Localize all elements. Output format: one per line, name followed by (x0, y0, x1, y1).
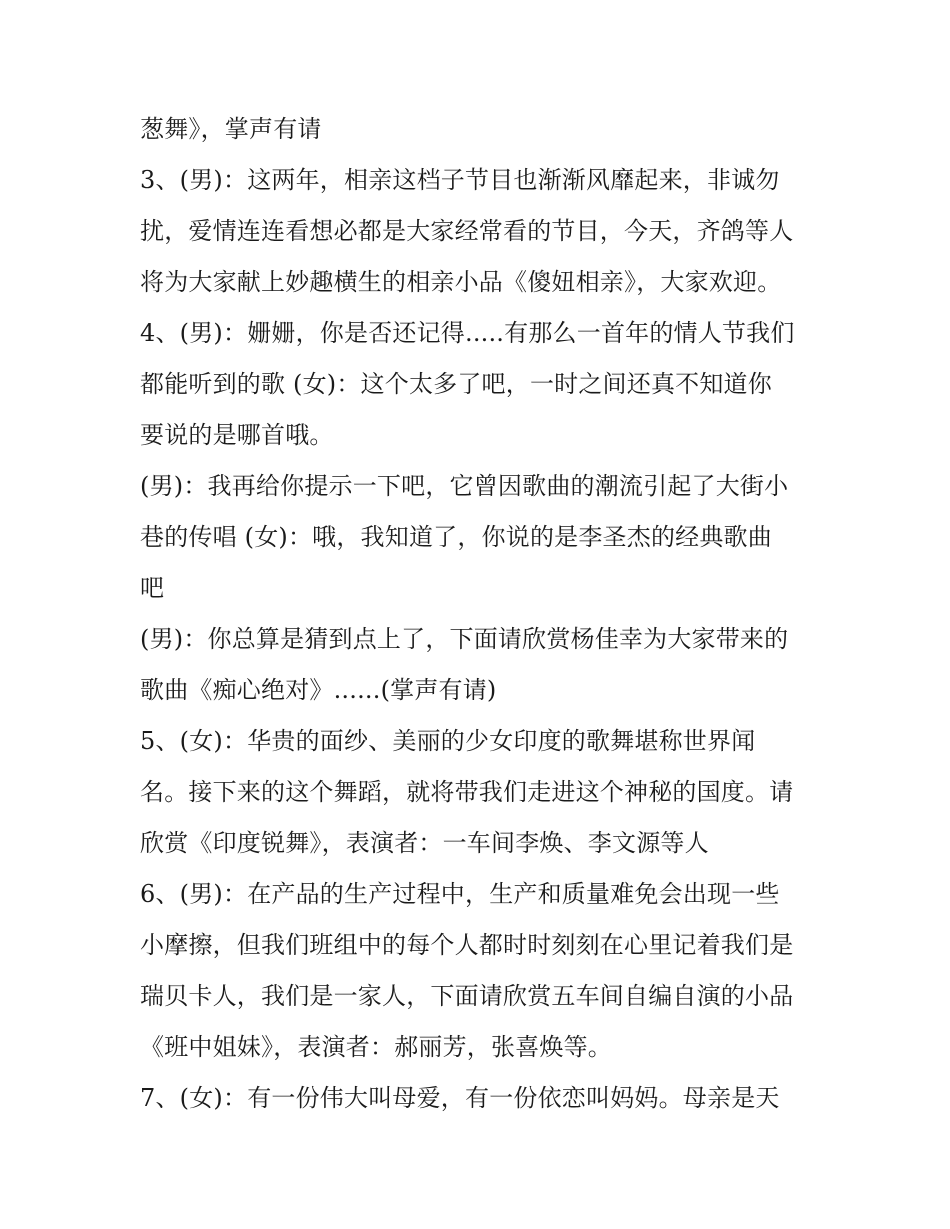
text-line: (男)：我再给你提示一下吧，它曾因歌曲的潮流引起了大街小 (140, 472, 789, 500)
document-body (140, 104, 820, 1124)
text-line: 扰，爱情连连看想必都是大家经常看的节目，今天，齐鸽等人 (140, 217, 794, 245)
text-line: 5、(女)：华贵的面纱、美丽的少女印度的歌舞堪称世界闻 (140, 727, 756, 755)
text-line: 巷的传唱 (女)：哦，我知道了，你说的是李圣杰的经典歌曲 (140, 523, 772, 551)
text-line: 名。接下来的这个舞蹈，就将带我们走进这个神秘的国度。请 (140, 778, 794, 806)
text-line: 瑞贝卡人，我们是一家人，下面请欣赏五车间自编自演的小品 (140, 982, 794, 1010)
text-line: 7、(女)：有一份伟大叫母爱，有一份依恋叫妈妈。母亲是天 (140, 1084, 780, 1112)
text-line: 要说的是哪首哦。 (140, 421, 334, 449)
text-line: 都能听到的歌 (女)：这个太多了吧，一时之间还真不知道你 (140, 370, 772, 398)
text-line: 吧 (140, 574, 165, 602)
text-line: (男)：你总算是猜到点上了，下面请欣赏杨佳幸为大家带来的 (140, 625, 789, 653)
text-line: 《班中姐妹》，表演者：郝丽芳，张喜焕等。 (140, 1033, 612, 1061)
text-line: 葱舞》，掌声有请 (140, 115, 322, 143)
text-line: 将为大家献上妙趣横生的相亲小品《傻妞相亲》，大家欢迎。 (140, 268, 782, 296)
text-line: 3、(男)：这两年，相亲这档子节目也渐渐风靡起来，非诚勿 (140, 166, 780, 194)
text-line: 歌曲《痴心绝对》......(掌声有请) (140, 676, 497, 704)
text-line: 6、(男)：在产品的生产过程中，生产和质量难免会出现一些 (140, 880, 780, 908)
text-line: 小摩擦，但我们班组中的每个人都时时刻刻在心里记着我们是 (140, 931, 794, 959)
text-line: 4、(男)：姗姗，你是否还记得.....有那么一首年的情人节我们 (140, 319, 795, 347)
text-line: 欣赏《印度锐舞》，表演者：一车间李焕、李文源等人 (140, 829, 709, 857)
